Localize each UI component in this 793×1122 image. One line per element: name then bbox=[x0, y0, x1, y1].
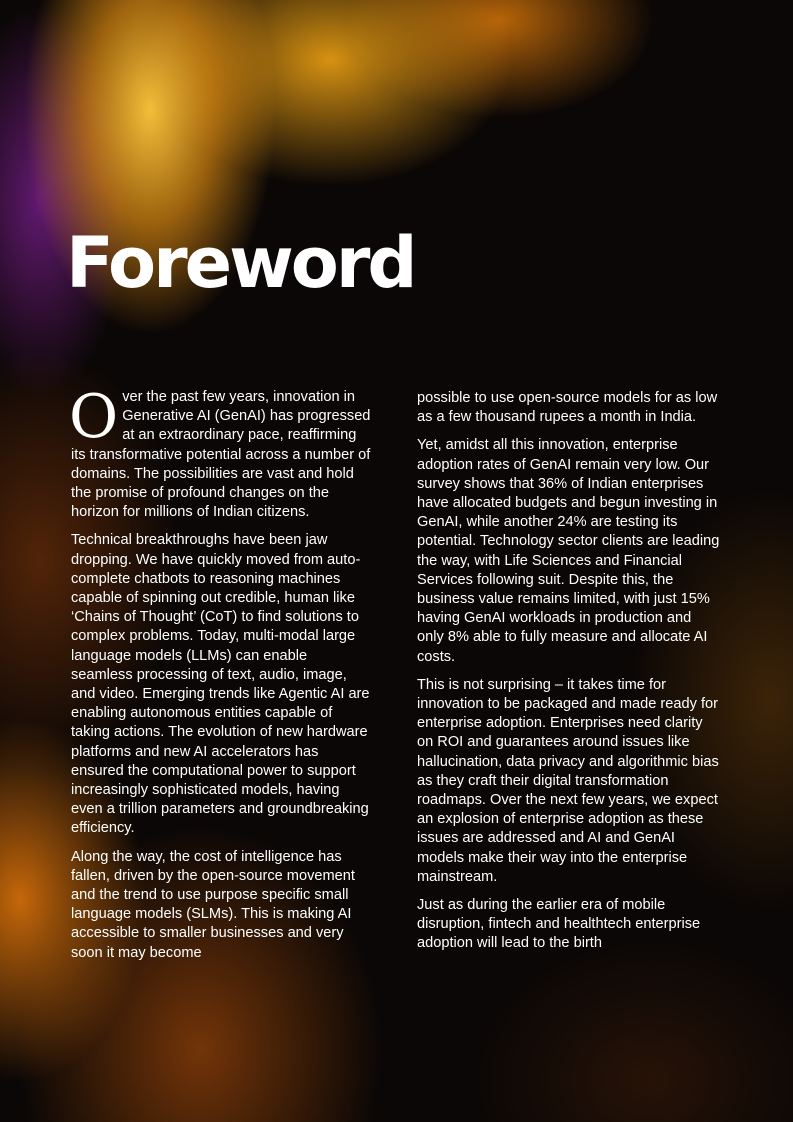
paragraph: This is not surprising – it takes time for innovation to be packaged and made ready for enterprise adoption. Enterprises need clarity on ROI and guarantees around issues like hallucination, data privacy and algorithmic bias as they craft their digital transformation roadmaps. Over the next few years, we expect an explosion of enterprise adoption as these issues are addressed and AI and GenAI models make their way into the enterprise mainstream. bbox=[417, 676, 719, 885]
paragraph: Yet, amidst all this innovation, enterprise adoption rates of GenAI remain very low. Our survey shows that 36% of Indian enterprises have allocated budgets and begun investing in GenAI, while another 24% are testing its potential. Technology sector clients are leading the way, with Life Sciences and Financial Services following suit. Despite this, the business value remains limited, with just 15% having GenAI workloads in production and only 8% able to fully measure and allocate AI costs. bbox=[417, 437, 720, 665]
left-column bbox=[69, 382, 371, 972]
paragraph: Just as during the earlier era of mobile disruption, fintech and healthtech enterprise adoption will lead to the birth bbox=[417, 897, 701, 952]
paragraph: Technical breakthroughs have been jaw dropping. We have quickly moved from auto-complete chatbots to reasoning machines capable of spinning out credible, human like ‘Chains of Thought’ (CoT) to find solutions to complex problems. Today, multi-modal large language models (LLMs) can enable seamless processing of text, audio, image, and video. Emerging trends like Agentic AI are enabling autonomous entities capable of taking actions. The evolution of new hardware platforms and new AI accelerators has ensured the computational power to support increasingly sophisticated models, having even a trillion parameters and groundbreaking efficiency. bbox=[71, 532, 370, 837]
paragraph: Along the way, the cost of intelligence has fallen, driven by the open-source movement and the trend to use purpose specific small language models (SLMs). This is making AI accessible to smaller businesses and very soon it may become bbox=[71, 848, 355, 961]
drop-cap: O bbox=[69, 382, 119, 452]
paragraph: possible to use open-source models for as low as a few thousand rupees a month in India. bbox=[417, 390, 718, 426]
paragraph bbox=[69, 382, 371, 522]
page-title: Foreword bbox=[66, 222, 415, 304]
paragraph-text: ver the past few years, innovation in Generative AI (GenAI) has progressed at an extraordinary pace, reaffirming its transformative potential across a number of domains. The possibilities are vast and hold the promise of profound changes on the horizon for millions of Indian citizens. bbox=[71, 389, 371, 521]
right-column bbox=[417, 389, 722, 963]
